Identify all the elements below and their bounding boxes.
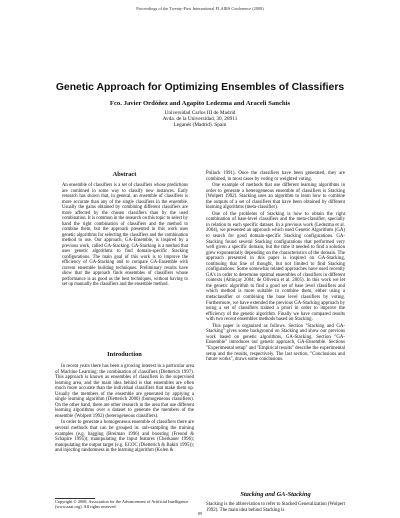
- copyright-notice: Copyright © 2008, Association for the Advancement of Artificial Intelligence (www.aaai.org). All rights reserved.: [55, 499, 189, 509]
- body-paragraph: One example of methods that use different learning algorithms in order to generate a heterogeneous ensemble of classifiers is Stacking (Wolpert 1992). Stacking uses an algorithm to learn how to combine the outputs of a set of classifiers that have been obtained by different learning algorithms (meta-classifier).: [206, 183, 345, 211]
- body-paragraph: One of the problems of Stacking is how to obtain the right combination of base-level classifiers and the meta-classifier, specially in relation to each specific dataset. In a previous work (Ledezma et al. 2004), we presented an approach which used Genetic Algorithms (GA) to search for good domain-specific Stacking configurations. GA-Stacking found several Stacking configurations that performed very well given a specific domain, but the time it needed to find a solution grew exponentially depending on the characteristics of the domain. The approach presented in this paper is inspired on GA-Stacking, continuing that line of thought, but not limited to find Stacking configurations. Some somewhat related approaches have used recently GA's in order to determine optimal ensembles of classifiers in different contexts (Altinçay 2004; de Oliveira et al. 2005). In this work we let the genetic algorithm to find a good set of base level classifiers and which method is more suitable to combine them, either using a metaclassifier or combining the base level classifiers by voting. Furthermore, we have extended the previous GA-Stacking approach by using a set of classifiers trained a priori in order to improve the efficiency of the genetic algorithm. Finally we have compared results with two recent ensembles methods based on Stacking.: [206, 211, 345, 323]
- abstract-heading: Abstract: [112, 171, 137, 178]
- introduction-heading: Introduction: [107, 351, 142, 358]
- introduction-body: [55, 364, 194, 454]
- intro-paragraph: In recent years there has been a growing interest in a particular area of Machine Learning: the combination of classifiers (Dietterich 1997). This approach is known as ensembles of classifiers in the supervised learning area, and the main idea behind is that ensembles are often much more accurate than the individual classifiers that make them up. Usually the members of the ensemble are generated by applying a single learning algorithm (Dietterich 2000) (homogeneous classifiers). On the other hand, there are other research in the area that use different learning algorithms over a dataset to generate the members of the ensemble (Wolpert 1992) (heterogeneous classifiers).: [55, 364, 194, 419]
- affiliation: [60, 110, 340, 128]
- page-number: 89: [197, 511, 203, 516]
- body-paragraph: This paper is organized as follows. Section "Stacking and GA-Stacking" gives some background on Stacking and show our previous work based on genetic algorithms, GA-Stacking. Section "GA-Ensemble" introduces our genetic approach, GA-Ensemble. Sections "Experimental setup" and "Empirical results" describe the experimental setup and the results, respectively. The last section, "Conclusions and future works", draws some conclusions.: [206, 323, 345, 363]
- affiliation-line: Universidad Carlos III de Madrid: [164, 110, 236, 116]
- section-heading-stacking: Stacking and GA-Stacking: [240, 491, 311, 498]
- intro-paragraph: In order to generate a homogeneous ensemble of classifiers there are several methods that can be grouped in: sub-sampling the training examples (e.g. bagging (Breiman 1996) and boosting (Freund & Schapire 1995)); manipulating the input features (Cherkauer 1996); manipulating the output target (e.g. ECOC (Dietterich & Bakiri 1995)); and injecting randomness in the learning algorithm (Kolen &: [55, 420, 194, 454]
- stacking-paragraph: Stacking is the abbreviation to refer to Stacked Generalization (Wolpert 1992). The main idea behind Stacking is: [206, 502, 345, 513]
- affiliation-line: Avda. de la Universidad, 30, 28911: [162, 116, 238, 123]
- running-head: Proceedings of the Twenty-First International FLAIRS Conference (2008): [136, 6, 264, 11]
- affiliation-line: Leganés (Madrid). Spain: [173, 122, 227, 129]
- body-paragraph: Pollack 1991). Once the classifiers have been generated, they are combined, in most cases by voting or weighted voting.: [206, 171, 345, 182]
- paper-title: Genetic Approach for Optimizing Ensembles of Classifiers: [55, 82, 345, 93]
- right-column-body: [206, 171, 345, 363]
- author-list: Fco. Javier Ordóñez and Agapito Ledezma and Araceli Sanchis: [109, 100, 291, 107]
- abstract-text: An ensemble of classifiers is a set of classifiers whose predictions are combined in some way to classify new instances. Early research has shown that, in general, an ensemble of classifiers is more accurate than any of the single classifiers in the ensemble. Usually the gains obtained by combining different classifiers are more affected by the chosen classifiers than by the used combination. It is common in the research on this topic to select by hand the right combination of classifiers and the method to combine them, but the approach presented in this work uses genetic algorithms for selecting the classifiers and the combination method to use. Our approach, GA-Ensemble, is inspired by a previous work, called GA-Stacking. GA-Stacking is a method that uses genetic algorithms to find domain-specific Stacking configurations. The main goal of this work is to improve the efficiency of GA-Stacking and to compare GA-Ensemble with current ensemble building techniques. Preliminary results have show that the approach finds ensembles of classifiers whose performance is as good as the best techniques, without having to set up manually the classifiers and the ensemble method.: [62, 183, 188, 287]
